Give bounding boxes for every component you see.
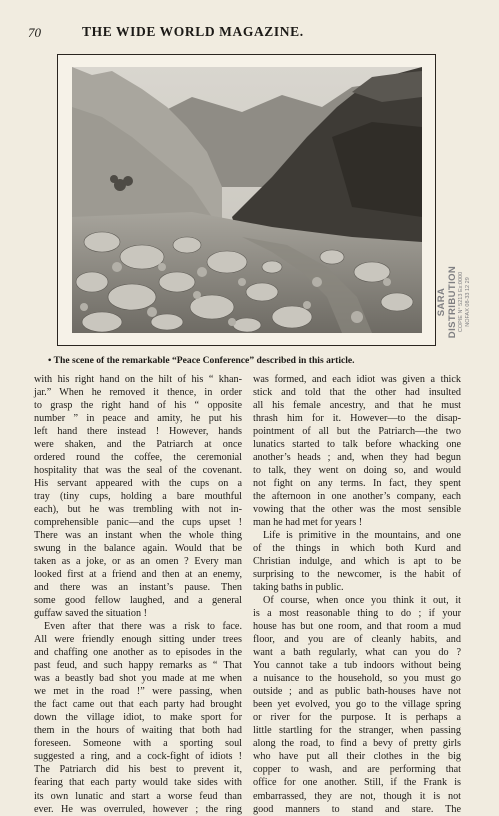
mountain-valley-illustration <box>72 67 422 333</box>
text-line: little startling for the stranger, when passing <box>253 725 461 737</box>
text-line: number ” in peace and amity, he put his <box>34 413 242 425</box>
text-line: is a most reasonable thing to do ; if your <box>253 608 461 620</box>
text-line: to talk, they went on doing so, and would <box>253 465 461 477</box>
text-line: left hand there instead ! However, hands <box>34 426 242 438</box>
text-line: good manners to stand and stare. The <box>253 803 461 815</box>
text-line: man he had met for years ! <box>253 517 363 529</box>
text-line: You cannot take a tub indoors without being <box>253 660 461 672</box>
text-line: taking baths in public. <box>253 582 344 594</box>
text-line: another’s heads ; and, when they had begun <box>253 452 461 464</box>
text-line: guffaw saved the situation ! <box>34 608 147 620</box>
stamp-line-1: SARA DISTRIBUTION <box>436 265 458 339</box>
mountain-valley-photo <box>72 67 422 333</box>
text-line: lunatics started to talk before whacking one <box>253 439 461 451</box>
text-line: looked first at a friend and then at an enemy, <box>34 569 242 581</box>
text-line: the fact came out that each party had brought <box>34 699 242 711</box>
text-line: been yet evolved, you go to the village spring <box>253 699 461 711</box>
text-line: ordered round the coffee, the ceremonial <box>34 452 242 464</box>
text-line: office for one another. Still, if the Frank is <box>253 777 461 789</box>
text-line: of the things in which both Kurd and <box>253 543 461 555</box>
text-line: want a bath regularly, what can you do ? <box>253 647 461 659</box>
text-line: taken as a joke, or as an omen ? Every man <box>34 556 242 568</box>
text-line: outside ; and as public bath-houses have not <box>253 686 461 698</box>
page-number: 70 <box>28 25 41 40</box>
text-line: embarrassed, they are not, though it is not <box>253 790 461 802</box>
text-line: a nuisance to the household, so you must go <box>253 673 461 685</box>
text-line: the afternoon in one another’s company, each <box>253 491 461 503</box>
stamp-line-2: COPIE N° 5213 Ex:0000 <box>458 271 464 333</box>
text-line: Life is primitive in the mountains, and one <box>263 530 461 542</box>
text-line: them in the hours of waiting that both had <box>34 725 242 737</box>
photo-frame <box>57 54 436 346</box>
text-line: some good fellow laughed, and a general <box>34 595 242 607</box>
distribution-stamp <box>436 252 472 352</box>
text-line: vowing that the other was the most sensible <box>253 504 461 516</box>
text-line: past feud, and such happy remarks as “ That <box>34 660 242 672</box>
text-line: tray (tiny cups, holding a bare mouthful <box>34 491 242 503</box>
photo-caption <box>48 355 448 366</box>
text-line: swung in the balance again. Would that be <box>34 543 242 555</box>
text-line: or river for the purpose. It is perhaps a <box>253 712 461 724</box>
text-line: His servant appeared with the cups on a <box>34 478 242 490</box>
text-line: copper to wash, and are performing that <box>253 764 461 776</box>
text-line: comprehensible panic—and the cups upset ! <box>34 517 242 529</box>
text-line: pointment of all but the Patriarch—the two <box>253 426 461 438</box>
text-line: and there was an instant’s pause. Then <box>34 582 242 594</box>
caption-text: The scene of the remarkable “Peace Conference” described in this article. <box>53 355 355 366</box>
text-line: to grasp the right hand of his “ opposite <box>34 400 242 412</box>
text-line: foreseen. Someone with a sporting soul <box>34 738 242 750</box>
text-line: and chaffing one another as to episodes in the <box>34 647 242 659</box>
text-line: was a beastly bad shot you made at me when <box>34 673 242 685</box>
text-line: each), but he was trembling with not in- <box>34 504 242 516</box>
text-line: its own lunatic and start a worse feud than <box>34 790 242 802</box>
text-line: thrash him for it. However—to the disap- <box>253 413 461 425</box>
text-line: Of course, when once you think it out, it <box>263 595 461 607</box>
text-line: ever. He was overruled, however ; the ring <box>34 803 242 815</box>
text-line: Christian indulge, and which is apt to be <box>253 556 461 568</box>
caption-bullet: • <box>48 355 52 366</box>
text-line: floor, and you are of cleanly habits, and <box>253 634 461 646</box>
text-line: fearing that each party would take sides with <box>34 777 242 789</box>
text-line: not fight on any terms. In fact, they spent <box>253 478 461 490</box>
text-line: Even after that there was a risk to face. <box>44 621 242 633</box>
stamp-line-3: NOFAX 08-33 12 29 <box>465 277 471 327</box>
text-line: who have put all their clothes in the big <box>253 751 461 763</box>
text-line: we met in the road !” were passing, when <box>34 686 242 698</box>
text-line: along the road, to find a bevy of pretty girls <box>253 738 461 750</box>
text-line: surprising to the newcomer, is the habit of <box>253 569 461 581</box>
text-line: jar.” When he removed it thence, in order <box>34 387 242 399</box>
running-title: THE WIDE WORLD MAGAZINE. <box>82 24 304 39</box>
text-line: house has but one room, and that room a mud <box>253 621 461 633</box>
text-line: were shaken, and the Patriarch at once <box>34 439 242 451</box>
text-line: There was an instant when the whole thing <box>34 530 242 542</box>
text-line: stick and told that the other had insulted <box>253 387 461 399</box>
text-line: was formed, and each idiot was given a thick <box>253 374 461 385</box>
text-line: All were friendly enough sitting under trees <box>34 634 242 646</box>
text-line: suggested a ring, and a cock-fight of idiots ! <box>34 751 242 763</box>
page-header <box>22 24 482 42</box>
text-line: all his female ancestry, and that he must <box>253 400 461 412</box>
text-line: down the village idiot, to make sport for <box>34 712 242 724</box>
text-line: with his right hand on the hilt of his “ khan- <box>34 374 242 385</box>
article-column-right <box>253 373 461 816</box>
article-column-left <box>34 373 242 816</box>
text-line: hospitality that was the seal of the covenant. <box>34 465 242 477</box>
text-line: The Patriarch did his best to prevent it, <box>34 764 242 776</box>
